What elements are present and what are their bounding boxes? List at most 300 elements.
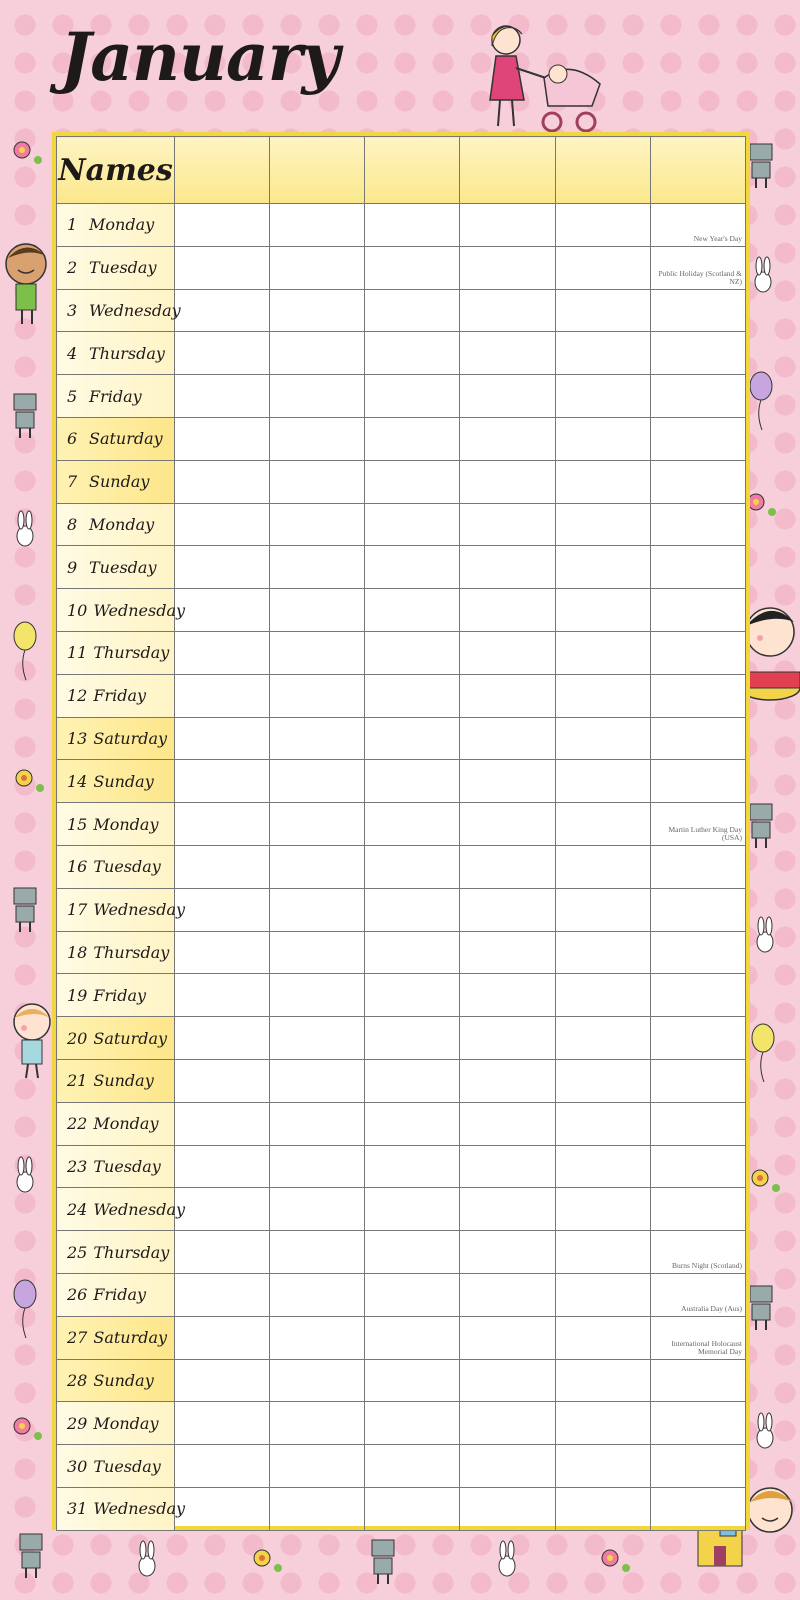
entry-cell[interactable] (365, 1231, 460, 1274)
entry-cell[interactable] (650, 1402, 745, 1445)
entry-cell[interactable] (270, 760, 365, 803)
entry-cell[interactable] (555, 888, 650, 931)
day-label (57, 1017, 175, 1060)
day-row (57, 631, 746, 674)
entry-cell[interactable] (365, 417, 460, 460)
flower-icon (598, 1546, 632, 1576)
entry-cell[interactable] (175, 631, 270, 674)
entry-cell[interactable] (650, 760, 745, 803)
day-label (57, 888, 186, 931)
bunny-icon (12, 1156, 38, 1196)
entry-cell[interactable] (460, 460, 555, 503)
entry-cell[interactable] (555, 1145, 650, 1188)
day-row (57, 1102, 746, 1145)
entry-cell[interactable] (650, 1316, 745, 1359)
entry-cell[interactable] (365, 289, 460, 332)
weekday-name: Saturday (89, 429, 163, 449)
flower-icon (10, 138, 44, 168)
entry-cell[interactable] (270, 1487, 365, 1530)
entry-cell[interactable] (650, 888, 745, 931)
day-label (57, 460, 175, 503)
day-row (57, 204, 746, 247)
entry-cell[interactable] (270, 1102, 365, 1145)
entry-cell[interactable] (270, 631, 365, 674)
day-number: 28 (67, 1370, 88, 1390)
entry-cell[interactable] (650, 1487, 745, 1530)
balloon-icon (748, 1022, 778, 1084)
entry-cell[interactable] (175, 845, 270, 888)
day-row (57, 888, 746, 931)
day-label (57, 332, 175, 375)
weekday-name: Tuesday (93, 1456, 161, 1476)
entry-cell[interactable] (365, 503, 460, 546)
day-number: 15 (67, 814, 88, 834)
entry-cell[interactable] (650, 546, 745, 589)
entry-cell[interactable] (460, 375, 555, 418)
day-label (57, 845, 175, 888)
day-label (57, 1231, 175, 1274)
entry-cell[interactable] (650, 204, 745, 247)
weekday-name: Saturday (93, 1028, 168, 1048)
entry-cell[interactable] (650, 803, 745, 846)
day-label (57, 289, 181, 332)
entry-cell[interactable] (175, 717, 270, 760)
day-row (57, 1359, 746, 1402)
entry-cell[interactable] (175, 546, 270, 589)
day-label (57, 803, 175, 846)
entry-cell[interactable] (650, 1231, 745, 1274)
day-number: 6 (67, 429, 78, 449)
robot-icon (366, 1536, 402, 1586)
weekday-name: Monday (89, 215, 155, 235)
entry-cell[interactable] (460, 931, 555, 974)
entry-cell[interactable] (555, 1188, 650, 1231)
entry-cell[interactable] (175, 1402, 270, 1445)
calendar-grid (52, 132, 750, 1530)
day-number: 3 (67, 300, 78, 320)
day-label (57, 546, 175, 589)
bunny-icon (750, 256, 776, 296)
entry-cell[interactable] (650, 974, 745, 1017)
entry-cell[interactable] (175, 674, 270, 717)
entry-cell[interactable] (175, 246, 270, 289)
entry-cell[interactable] (270, 1017, 365, 1060)
weekday-name: Sunday (89, 472, 150, 492)
entry-cell[interactable] (650, 246, 745, 289)
entry-cell[interactable] (175, 589, 270, 632)
day-row (57, 1316, 746, 1359)
entry-cell[interactable] (555, 931, 650, 974)
day-row (57, 760, 746, 803)
bunny-icon (134, 1540, 160, 1580)
entry-cell[interactable] (460, 631, 555, 674)
entry-cell[interactable] (175, 332, 270, 375)
entry-cell[interactable] (460, 974, 555, 1017)
entry-cell[interactable] (555, 1273, 650, 1316)
entry-cell[interactable] (365, 845, 460, 888)
entry-cell[interactable] (650, 1188, 745, 1231)
entry-cell[interactable] (365, 1059, 460, 1102)
entry-cell[interactable] (650, 674, 745, 717)
balloon-icon (10, 620, 40, 682)
entry-cell[interactable] (650, 1145, 745, 1188)
entry-cell[interactable] (270, 460, 365, 503)
entry-cell[interactable] (460, 204, 555, 247)
entry-cell[interactable] (555, 460, 650, 503)
bunny-icon (494, 1540, 520, 1580)
entry-cell[interactable] (555, 845, 650, 888)
entry-cell[interactable] (175, 1017, 270, 1060)
entry-cell[interactable] (175, 1487, 270, 1530)
entry-cell[interactable] (270, 1316, 365, 1359)
entry-cell[interactable] (460, 546, 555, 589)
entry-cell[interactable] (175, 931, 270, 974)
entry-cell[interactable] (270, 1231, 365, 1274)
entry-cell[interactable] (460, 888, 555, 931)
day-label (57, 1402, 175, 1445)
entry-cell[interactable] (555, 503, 650, 546)
entry-cell[interactable] (650, 1445, 745, 1488)
entry-cell[interactable] (555, 760, 650, 803)
day-label (57, 503, 175, 546)
entry-cell[interactable] (175, 1102, 270, 1145)
entry-cell[interactable] (365, 931, 460, 974)
entry-cell[interactable] (270, 888, 365, 931)
entry-cell[interactable] (650, 717, 745, 760)
entry-cell[interactable] (365, 1102, 460, 1145)
entry-cell[interactable] (365, 546, 460, 589)
day-number: 27 (67, 1328, 88, 1348)
entry-cell[interactable] (365, 1188, 460, 1231)
day-row (57, 246, 746, 289)
day-number: 23 (67, 1156, 88, 1176)
entry-cell[interactable] (460, 1445, 555, 1488)
entry-cell[interactable] (270, 417, 365, 460)
entry-cell[interactable] (460, 1359, 555, 1402)
entry-cell[interactable] (365, 460, 460, 503)
day-row (57, 1402, 746, 1445)
day-number: 12 (67, 686, 88, 706)
day-number: 30 (67, 1456, 88, 1476)
entry-cell[interactable] (365, 1487, 460, 1530)
weekday-name: Tuesday (89, 258, 157, 278)
day-row (57, 1273, 746, 1316)
entry-cell[interactable] (555, 803, 650, 846)
weekday-name: Monday (93, 1114, 159, 1134)
entry-cell[interactable] (270, 546, 365, 589)
day-row (57, 974, 746, 1017)
day-label (57, 974, 175, 1017)
name-column-header[interactable] (460, 137, 555, 204)
entry-cell[interactable] (555, 332, 650, 375)
entry-cell[interactable] (460, 503, 555, 546)
entry-cell[interactable] (555, 631, 650, 674)
weekday-name: Thursday (89, 343, 165, 363)
day-number: 13 (67, 728, 88, 748)
day-label (57, 717, 175, 760)
entry-cell[interactable] (555, 204, 650, 247)
entry-cell[interactable] (270, 845, 365, 888)
day-number: 17 (67, 900, 88, 920)
day-number: 19 (67, 985, 88, 1005)
entry-cell[interactable] (270, 589, 365, 632)
entry-cell[interactable] (175, 974, 270, 1017)
entry-cell[interactable] (365, 1359, 460, 1402)
entry-cell[interactable] (555, 974, 650, 1017)
entry-cell[interactable] (175, 1059, 270, 1102)
entry-cell[interactable] (270, 1059, 365, 1102)
entry-cell[interactable] (460, 1487, 555, 1530)
entry-cell[interactable] (460, 717, 555, 760)
day-label (57, 246, 175, 289)
entry-cell[interactable] (555, 1017, 650, 1060)
entry-cell[interactable] (555, 1445, 650, 1488)
entry-cell[interactable] (460, 845, 555, 888)
weekday-name: Saturday (93, 1328, 168, 1348)
holiday-note: Martin Luther King Day (USA) (668, 824, 742, 842)
entry-cell[interactable] (460, 1231, 555, 1274)
entry-cell[interactable] (555, 1231, 650, 1274)
day-row (57, 845, 746, 888)
entry-cell[interactable] (650, 1059, 745, 1102)
name-column-header[interactable] (555, 137, 650, 204)
entry-cell[interactable] (175, 289, 270, 332)
entry-cell[interactable] (270, 204, 365, 247)
entry-cell[interactable] (175, 460, 270, 503)
day-row (57, 931, 746, 974)
day-row (57, 503, 746, 546)
day-number: 7 (67, 472, 78, 492)
day-number: 9 (67, 557, 78, 577)
entry-cell[interactable] (175, 1145, 270, 1188)
day-label (57, 1445, 175, 1488)
entry-cell[interactable] (650, 332, 745, 375)
day-label (57, 204, 175, 247)
entry-cell[interactable] (650, 289, 745, 332)
name-column-header[interactable] (270, 137, 365, 204)
entry-cell[interactable] (270, 1188, 365, 1231)
entry-cell[interactable] (460, 674, 555, 717)
entry-cell[interactable] (650, 503, 745, 546)
weekday-name: Friday (89, 386, 142, 406)
weekday-name: Wednesday (93, 1199, 186, 1219)
entry-cell[interactable] (270, 1145, 365, 1188)
entry-cell[interactable] (175, 1316, 270, 1359)
day-label (57, 631, 175, 674)
entry-cell[interactable] (365, 1273, 460, 1316)
entry-cell[interactable] (555, 546, 650, 589)
entry-cell[interactable] (460, 1059, 555, 1102)
day-row (57, 289, 746, 332)
entry-cell[interactable] (650, 417, 745, 460)
entry-cell[interactable] (365, 1145, 460, 1188)
flower-icon (12, 766, 46, 796)
name-column-header[interactable] (175, 137, 270, 204)
entry-cell[interactable] (460, 417, 555, 460)
entry-cell[interactable] (650, 1102, 745, 1145)
entry-cell[interactable] (555, 674, 650, 717)
day-row (57, 1487, 746, 1530)
entry-cell[interactable] (270, 803, 365, 846)
weekday-name: Thursday (93, 942, 170, 962)
entry-cell[interactable] (650, 1359, 745, 1402)
entry-cell[interactable] (365, 589, 460, 632)
entry-cell[interactable] (175, 1188, 270, 1231)
entry-cell[interactable] (175, 375, 270, 418)
entry-cell[interactable] (270, 375, 365, 418)
entry-cell[interactable] (460, 246, 555, 289)
weekday-name: Tuesday (93, 857, 161, 877)
entry-cell[interactable] (270, 1359, 365, 1402)
entry-cell[interactable] (650, 931, 745, 974)
entry-cell[interactable] (555, 289, 650, 332)
entry-cell[interactable] (460, 289, 555, 332)
entry-cell[interactable] (650, 589, 745, 632)
entry-cell[interactable] (365, 674, 460, 717)
entry-cell[interactable] (650, 1273, 745, 1316)
entry-cell[interactable] (365, 760, 460, 803)
holiday-note: International Holocaust Memorial Day (671, 1338, 742, 1356)
entry-cell[interactable] (460, 1273, 555, 1316)
entry-cell[interactable] (365, 246, 460, 289)
day-label (57, 1316, 175, 1359)
entry-cell[interactable] (555, 1059, 650, 1102)
entry-cell[interactable] (365, 631, 460, 674)
entry-cell[interactable] (365, 332, 460, 375)
weekday-name: Monday (93, 814, 159, 834)
weekday-name: Monday (93, 1413, 159, 1433)
day-label (57, 674, 175, 717)
entry-cell[interactable] (175, 503, 270, 546)
day-label (57, 1359, 175, 1402)
entry-cell[interactable] (270, 289, 365, 332)
entry-cell[interactable] (270, 1273, 365, 1316)
entry-cell[interactable] (270, 1402, 365, 1445)
entry-cell[interactable] (555, 375, 650, 418)
day-row (57, 375, 746, 418)
planner-table (56, 136, 746, 1531)
entry-cell[interactable] (175, 803, 270, 846)
entry-cell[interactable] (555, 1102, 650, 1145)
entry-cell[interactable] (270, 503, 365, 546)
entry-cell[interactable] (460, 1102, 555, 1145)
entry-cell[interactable] (365, 375, 460, 418)
entry-cell[interactable] (460, 332, 555, 375)
robot-icon (8, 390, 44, 440)
day-number: 5 (67, 386, 78, 406)
entry-cell[interactable] (175, 417, 270, 460)
entry-cell[interactable] (365, 717, 460, 760)
entry-cell[interactable] (365, 1017, 460, 1060)
bunny-icon (752, 916, 778, 956)
day-label (57, 417, 175, 460)
balloon-icon (10, 1278, 40, 1340)
entry-cell[interactable] (555, 1359, 650, 1402)
day-number: 11 (67, 643, 88, 663)
entry-cell[interactable] (365, 888, 460, 931)
entry-cell[interactable] (175, 760, 270, 803)
entry-cell[interactable] (270, 974, 365, 1017)
girl-with-pram-icon (470, 18, 610, 134)
entry-cell[interactable] (175, 204, 270, 247)
entry-cell[interactable] (270, 246, 365, 289)
name-column-header[interactable] (365, 137, 460, 204)
entry-cell[interactable] (270, 674, 365, 717)
entry-cell[interactable] (365, 803, 460, 846)
day-number: 8 (67, 514, 78, 534)
entry-cell[interactable] (555, 417, 650, 460)
entry-cell[interactable] (460, 1188, 555, 1231)
entry-cell[interactable] (555, 1402, 650, 1445)
holiday-note: Public Holiday (Scotland & NZ) (658, 268, 742, 286)
weekday-name: Friday (93, 985, 147, 1005)
weekday-name: Wednesday (89, 300, 181, 320)
girl-icon (6, 998, 58, 1080)
entry-cell[interactable] (270, 1445, 365, 1488)
day-number: 21 (67, 1071, 88, 1091)
entry-cell[interactable] (555, 1487, 650, 1530)
weekday-name: Thursday (93, 1242, 170, 1262)
day-number: 25 (67, 1242, 88, 1262)
entry-cell[interactable] (365, 1402, 460, 1445)
entry-cell[interactable] (175, 1273, 270, 1316)
weekday-name: Sunday (93, 771, 154, 791)
entry-cell[interactable] (460, 1316, 555, 1359)
entry-cell[interactable] (650, 375, 745, 418)
entry-cell[interactable] (460, 1145, 555, 1188)
entry-cell[interactable] (460, 1017, 555, 1060)
day-label (57, 589, 186, 632)
month-title: January (60, 18, 339, 96)
entry-cell[interactable] (460, 1402, 555, 1445)
entry-cell[interactable] (555, 717, 650, 760)
entry-cell[interactable] (650, 460, 745, 503)
day-label (57, 1059, 175, 1102)
entry-cell[interactable] (460, 589, 555, 632)
weekday-name: Tuesday (89, 557, 157, 577)
name-column-header[interactable] (650, 137, 745, 204)
entry-cell[interactable] (650, 631, 745, 674)
entry-cell[interactable] (365, 974, 460, 1017)
entry-cell[interactable] (270, 931, 365, 974)
entry-cell[interactable] (460, 760, 555, 803)
entry-cell[interactable] (175, 1359, 270, 1402)
entry-cell[interactable] (650, 845, 745, 888)
entry-cell[interactable] (270, 717, 365, 760)
robot-icon (8, 884, 44, 934)
entry-cell[interactable] (365, 1445, 460, 1488)
entry-cell[interactable] (555, 589, 650, 632)
day-label (57, 1145, 175, 1188)
entry-cell[interactable] (650, 1017, 745, 1060)
day-row (57, 1445, 746, 1488)
day-row (57, 803, 746, 846)
entry-cell[interactable] (175, 888, 270, 931)
entry-cell[interactable] (270, 332, 365, 375)
day-label (57, 375, 175, 418)
balloon-icon (746, 370, 776, 432)
holiday-note: Australia Day (Aus) (681, 1303, 742, 1313)
entry-cell[interactable] (365, 204, 460, 247)
entry-cell[interactable] (175, 1231, 270, 1274)
entry-cell[interactable] (460, 803, 555, 846)
weekday-name: Wednesday (93, 1499, 186, 1519)
entry-cell[interactable] (555, 1316, 650, 1359)
weekday-name: Saturday (93, 728, 168, 748)
entry-cell[interactable] (175, 1445, 270, 1488)
entry-cell[interactable] (555, 246, 650, 289)
entry-cell[interactable] (365, 1316, 460, 1359)
